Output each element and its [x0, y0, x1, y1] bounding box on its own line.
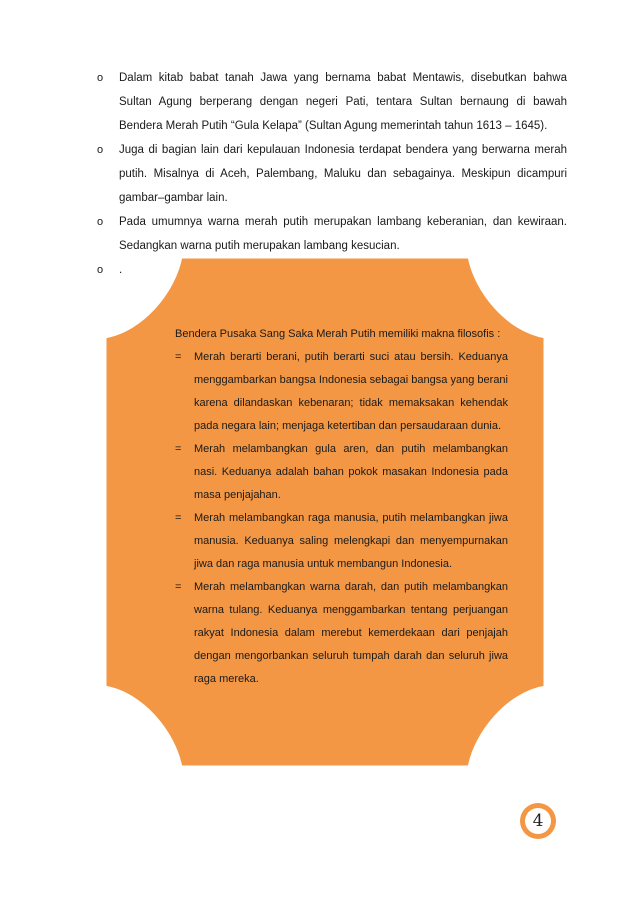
card-item-text: Merah melambangkan raga manusia, putih melambangkan jiwa manusia. Keduanya saling melengkapi dan menyempurnakan jiwa dan raga manusia untuk membangun Indonesia.: [194, 512, 508, 570]
card-list-item: [175, 576, 508, 691]
card-content: [175, 322, 508, 691]
card-list-item: [175, 507, 508, 576]
bullet-item: [97, 210, 567, 258]
bullet-text: Pada umumnya warna merah putih merupakan lambang keberanian, dan kewiraan. Sedangkan warna putih merupakan lambang kesucian.: [119, 216, 567, 252]
card-item-marker: =: [175, 351, 182, 363]
card-list-item: [175, 346, 508, 438]
card-item-marker: =: [175, 581, 182, 593]
card-list-item: [175, 438, 508, 507]
bullet-text: Juga di bagian lain dari kepulauan Indonesia terdapat bendera yang berwarna merah putih. Misalnya di Aceh, Palembang, Maluku dan sebagainya. Meskipun dicampuri gambar–gambar lain.: [119, 144, 567, 204]
bullet-marker: o: [97, 144, 104, 156]
card-item-text: Merah melambangkan warna darah, dan putih melambangkan warna tulang. Keduanya menggambarkan tentang perjuangan rakyat Indonesia dalam merebut kemerdekaan dari penjajah dengan mengorbankan seluruh tumpah darah dan seluruh jiwa raga mereka.: [194, 581, 508, 685]
page-number: 4: [525, 808, 551, 834]
card-item-marker: =: [175, 443, 182, 455]
card-intro: Bendera Pusaka Sang Saka Merah Putih memiliki makna filosofis :: [175, 328, 501, 340]
bullet-list: [97, 66, 567, 282]
card-item-text: Merah berarti berani, putih berarti suci atau bersih. Keduanya menggambarkan bangsa Indonesia sebagai bangsa yang berani karena dilandaskan kebenaran; tidak memaksakan kehendak pada negara lain; menjaga ketertiban dan persaudaraan dunia.: [194, 351, 508, 432]
bullet-marker: o: [97, 216, 104, 228]
bullet-marker: o: [97, 72, 104, 84]
bullet-item: [97, 138, 567, 210]
bullet-item: [97, 66, 567, 138]
card-item-text: Merah melambangkan gula aren, dan putih melambangkan nasi. Keduanya adalah bahan pokok masakan Indonesia pada masa penjajahan.: [194, 443, 508, 501]
card-item-marker: =: [175, 512, 182, 524]
bullet-text: .: [119, 264, 123, 276]
bullet-marker: o: [97, 264, 104, 276]
page-number-badge: [520, 803, 556, 839]
bullet-text: Dalam kitab babat tanah Jawa yang bernama babat Mentawis, disebutkan bahwa Sultan Agung berperang dengan negeri Pati, tentara Sultan bernaung di bawah Bendera Merah Putih “Gula Kelapa” (Sultan Agung memerintah tahun 1613 – 1645).: [119, 72, 567, 132]
